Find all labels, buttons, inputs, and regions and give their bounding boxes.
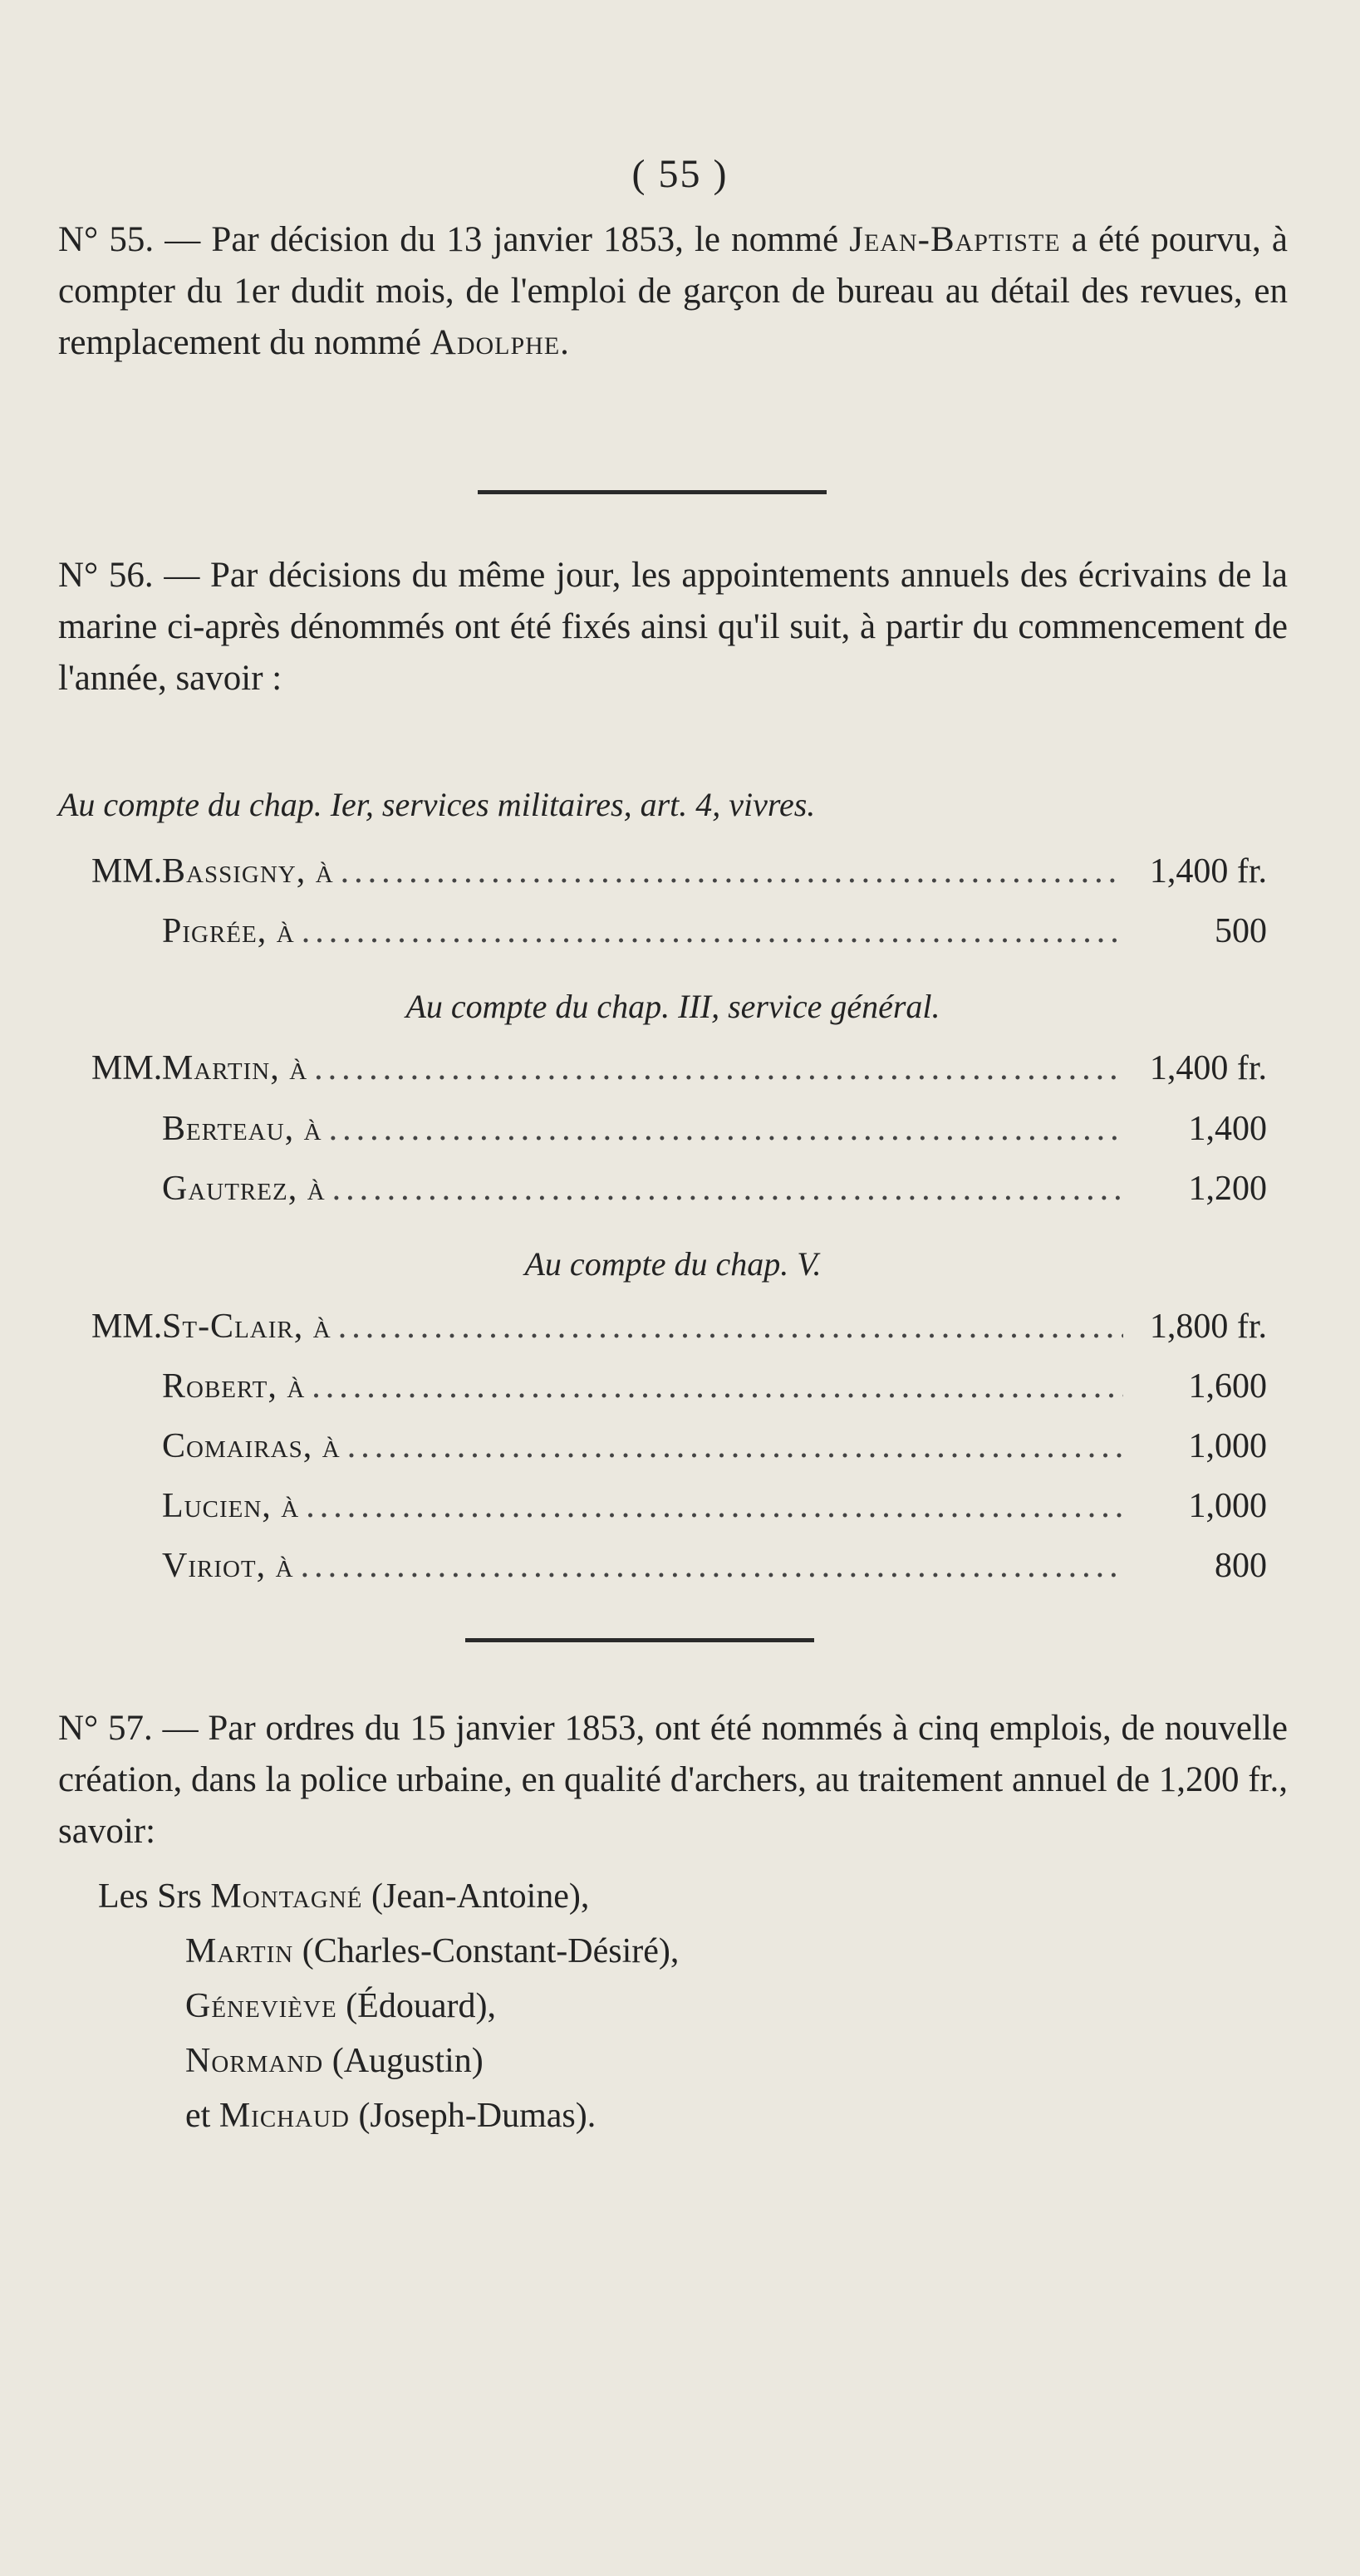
salary-row (162, 1367, 1267, 1408)
appointee-surname: Montagné (210, 1877, 363, 1916)
entry-57 (58, 1703, 1288, 1857)
employee-name: Lucien, à (162, 1487, 300, 1525)
salary-amount: 500 (1215, 912, 1267, 950)
entry-55-name-1: Jean-Baptiste (849, 220, 1061, 259)
appointee-given: (Charles-Constant-Désiré), (302, 1932, 680, 1970)
salary-row (162, 1048, 1267, 1090)
section-1-heading: Au compte du chap. Ier, services militaires, art. 4, vivres. (58, 786, 816, 823)
entry-56-number: N° 56. (58, 556, 154, 595)
employee-name: Bassigny, à (162, 852, 334, 891)
salary-amount: 1,200 (1188, 1170, 1267, 1208)
salary-amount: 1,000 (1188, 1427, 1267, 1465)
salary-amount: 800 (1215, 1547, 1267, 1585)
employee-name: Viriot, à (162, 1547, 294, 1585)
separator-rule (478, 490, 827, 494)
entry-55-text-b: a été pourvu, à compter du 1er dudit mois, de l'emploi de garçon de bureau au détail des revues, en remplacement du nommé (58, 220, 1289, 362)
entry-57-text: — Par ordres du 15 janvier 1853, ont été nommés à cinq emplois, de nouvelle création, dans la police urbaine, en qualité d'archers, au traitement annuel de 1,200 fr., savoir: (58, 1709, 1288, 1851)
salary-row (162, 1426, 1267, 1468)
entry-55-number: N° 55. (58, 220, 155, 259)
entry-56-text: — Par décisions du même jour, les appointements annuels des écrivains de la marine ci-après dénommés ont été fixés ainsi qu'il suit, à partir du commencement de l'année, savoir : (58, 556, 1289, 698)
page-number: ( 55 ) (631, 152, 729, 196)
leader-dots (306, 1486, 1123, 1526)
salary-amount: 1,400 (1188, 1110, 1267, 1148)
section-2-heading: Au compte du chap. III, service général. (405, 988, 940, 1025)
entry-55 (58, 214, 1288, 369)
list-item (98, 2088, 679, 2143)
leader-dots (301, 1546, 1123, 1586)
appointee-surname: Normand (185, 2042, 324, 2080)
appointee-given: (Jean-Antoine), (371, 1877, 590, 1916)
appointee-given: (Augustin) (331, 2042, 484, 2080)
list-item (98, 1924, 679, 1979)
entry-55-text-a: — Par décision du 13 janvier 1853, le nommé (154, 220, 850, 259)
salary-row (162, 1169, 1267, 1210)
employee-name: St-Clair, à (162, 1308, 331, 1346)
list-item (98, 1869, 679, 1924)
salary-row (162, 1546, 1267, 1587)
section-2-mm: MM. (91, 1049, 163, 1087)
entry-55-name-2: Adolphe (430, 323, 561, 362)
leader-dots (332, 1169, 1123, 1209)
employee-name: Pigrée, à (162, 912, 295, 950)
leader-dots (341, 851, 1123, 891)
appointee-surname: Martin (185, 1932, 294, 1970)
employee-name: Berteau, à (162, 1110, 322, 1148)
salary-row (162, 1109, 1267, 1151)
employee-name: Gautrez, à (162, 1170, 326, 1208)
appointee-given: (Joseph-Dumas). (358, 2097, 597, 2135)
list-item (98, 2034, 679, 2088)
appointee-surname: Géneviève (185, 1987, 337, 2025)
employee-name: Martin, à (162, 1049, 308, 1087)
appointee-surname: Michaud (218, 2097, 350, 2135)
salary-row (162, 911, 1267, 953)
salary-amount: 1,400 fr. (1149, 852, 1267, 891)
salary-row (162, 851, 1267, 893)
section-3-heading: Au compte du chap. V. (524, 1245, 822, 1283)
leader-dots (338, 1307, 1123, 1347)
employee-name: Comairas, à (162, 1427, 341, 1465)
leader-dots (347, 1426, 1123, 1466)
salary-row (162, 1307, 1267, 1348)
employee-name: Robert, à (162, 1367, 306, 1406)
appointee-list (98, 1869, 679, 2143)
list-item (98, 1979, 679, 2034)
appointee-given: (Édouard), (346, 1987, 496, 2025)
salary-amount: 1,600 (1188, 1367, 1267, 1406)
entry-57-number: N° 57. (58, 1709, 153, 1748)
leader-dots (312, 1367, 1123, 1406)
separator-rule (465, 1638, 814, 1642)
salary-amount: 1,800 fr. (1149, 1308, 1267, 1346)
salary-amount: 1,000 (1188, 1487, 1267, 1525)
entry-56 (58, 550, 1288, 704)
list-prefix: et (185, 2097, 211, 2135)
salary-row (162, 1486, 1267, 1528)
salary-amount: 1,400 fr. (1149, 1049, 1267, 1087)
section-3-mm: MM. (91, 1308, 163, 1346)
section-1-mm: MM. (91, 852, 163, 891)
list-lead: Les Srs (98, 1877, 202, 1916)
leader-dots (302, 911, 1123, 951)
leader-dots (314, 1048, 1123, 1088)
entry-55-text-c: . (560, 323, 569, 362)
leader-dots (329, 1109, 1123, 1149)
